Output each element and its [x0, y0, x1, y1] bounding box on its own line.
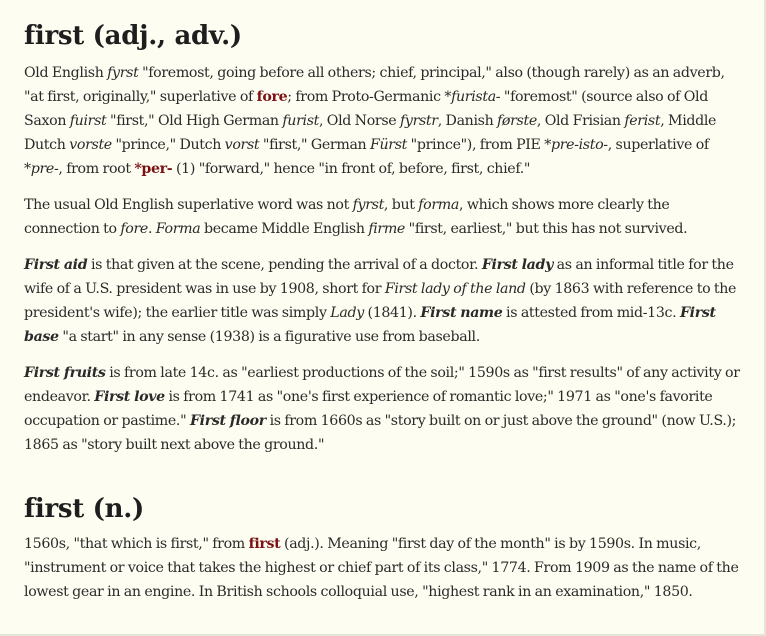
italic-word: vorste: [69, 137, 112, 153]
text-run: , Old Norse: [318, 113, 400, 129]
phrase-term: First floor: [189, 413, 266, 429]
phrase-term: First base: [24, 305, 716, 345]
italic-word: ferist: [624, 113, 661, 129]
entry-first-adj-adv: [24, 0, 740, 457]
text-run: became Middle English: [200, 221, 369, 237]
text-run: The usual Old English superlative word was not: [24, 197, 353, 213]
text-run: "foremost" (source also of Old Saxon: [24, 89, 708, 129]
entry-paragraph: [24, 532, 740, 604]
text-run: is that given at the scene, pending the arrival of a doctor.: [87, 257, 482, 273]
text-run: (1) "forward," hence "in front of, before, first, chief.": [172, 161, 531, 177]
text-run: "first," German: [259, 137, 371, 153]
italic-word: *furista-: [444, 89, 501, 105]
link-per[interactable]: *per-: [134, 161, 173, 177]
italic-word: firme: [368, 221, 405, 237]
italic-word: fyrst: [107, 65, 139, 81]
entry-first-n: [24, 469, 740, 604]
phrase-term: First love: [94, 389, 165, 405]
phrase-term: First aid: [24, 257, 88, 273]
italic-word: Forma: [155, 221, 201, 237]
italic-word: First lady of the land: [384, 281, 526, 297]
link-first[interactable]: first: [248, 536, 281, 552]
text-run: , which shows more clearly the connection to: [24, 197, 670, 237]
italic-word: *pre-: [24, 161, 59, 177]
text-run: "first," Old High German: [106, 113, 283, 129]
text-run: (by 1863 with reference to the president's wife); the earlier title was simply: [24, 281, 737, 321]
italic-word: forma: [418, 197, 460, 213]
text-run: , Middle Dutch: [24, 113, 717, 153]
text-run: ; from Proto-Germanic: [287, 89, 445, 105]
text-run: is from 1660s as "story built on or just above the ground" (now U.S.); 1865 as "story built next above the ground.": [24, 413, 737, 453]
italic-word: furist: [282, 113, 319, 129]
italic-word: fore: [120, 221, 148, 237]
text-run: , but: [383, 197, 419, 213]
italic-word: fyrstr: [400, 113, 438, 129]
text-run: "prince"), from PIE: [407, 137, 545, 153]
italic-word: *pre-isto-: [544, 137, 608, 153]
text-run: is from late 14c. as "earliest productions of the soil;" 1590s as "first results" of any activity or endeavor.: [24, 365, 740, 405]
entry-title: first (n.): [24, 494, 145, 524]
phrase-term: First lady: [481, 257, 553, 273]
italic-word: fuirst: [69, 113, 107, 129]
italic-word: Lady: [330, 305, 364, 321]
text-run: as an informal title for the wife of a U.S. president was in use by 1908, short for: [24, 257, 734, 297]
text-run: "foremost, going before all others; chief, principal," also (though rarely) as an adverb, "at first, originally," superlative of: [24, 65, 725, 105]
text-run: (1841).: [363, 305, 421, 321]
text-run: (adj.). Meaning "first day of the month" is by 1590s. In music, "instrument or voice that takes the highest or chief part of its class," 1774. From 1909 as the name of the lowest gear in an engine. In British schools colloquial use, "highest rank in an examination," 1850.: [24, 536, 739, 600]
text-run: , superlative of: [607, 137, 709, 153]
text-run: "first, earliest," but this has not survived.: [404, 221, 688, 237]
text-run: "prince," Dutch: [111, 137, 225, 153]
entry-paragraph: [24, 253, 740, 349]
italic-word: første: [497, 113, 537, 129]
italic-word: fyrst: [352, 197, 384, 213]
phrase-term: First name: [420, 305, 503, 321]
text-run: .: [147, 221, 156, 237]
text-run: , Old Frisian: [536, 113, 625, 129]
text-run: 1560s, "that which is first," from: [24, 536, 249, 552]
entry-paragraph: [24, 193, 740, 241]
italic-word: Fürst: [370, 137, 408, 153]
entry-paragraph: [24, 361, 740, 457]
text-run: , Danish: [437, 113, 498, 129]
text-run: , from root: [58, 161, 135, 177]
entry-title: first (adj., adv.): [24, 21, 242, 51]
entry-paragraph: [24, 61, 740, 181]
text-run: is attested from mid-13c.: [502, 305, 680, 321]
text-run: Old English: [24, 65, 108, 81]
link-fore[interactable]: fore: [256, 89, 288, 105]
phrase-term: First fruits: [24, 365, 106, 381]
italic-word: vorst: [224, 137, 260, 153]
text-run: is from 1741 as "one's first experience of romantic love;" 1971 as "one's favorite occupation or pastime.": [24, 389, 713, 429]
text-run: "a start" in any sense (1938) is a figurative use from baseball.: [58, 329, 480, 345]
